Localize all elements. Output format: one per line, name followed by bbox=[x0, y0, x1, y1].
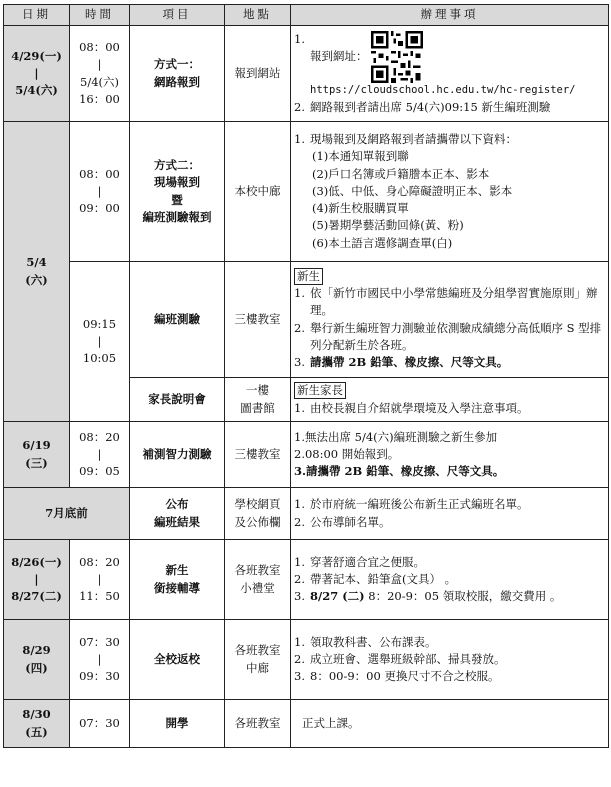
list-item bbox=[294, 588, 605, 605]
place-cell bbox=[225, 422, 291, 488]
list-item bbox=[294, 31, 605, 99]
list-item bbox=[294, 400, 605, 417]
item-line: 網路報到 bbox=[154, 74, 200, 89]
time-line: | bbox=[97, 651, 102, 666]
date-line: (六) bbox=[25, 272, 48, 287]
time-line: 09：05 bbox=[79, 464, 120, 479]
time-cell bbox=[70, 122, 130, 262]
list-item bbox=[294, 320, 605, 355]
date-cell bbox=[4, 122, 70, 422]
place-line: 圖書館 bbox=[240, 400, 275, 415]
time-line: | bbox=[97, 446, 102, 461]
time-cell bbox=[70, 540, 130, 620]
time-cell bbox=[70, 262, 130, 422]
item-line: 現場報到 bbox=[154, 175, 200, 190]
item-cell bbox=[130, 262, 225, 378]
date-line: 8/30 bbox=[22, 707, 51, 722]
list-text: 請攜帶 2B 鉛筆、橡皮擦、尺等文具。 bbox=[310, 355, 509, 369]
place-line: 小禮堂 bbox=[240, 580, 275, 595]
document-item: (5)暑期學藝活動回條(黃、粉) bbox=[312, 218, 464, 233]
place-line: 及公佈欄 bbox=[234, 514, 281, 529]
list-number: 1. bbox=[294, 286, 305, 300]
item-line: 開學 bbox=[165, 715, 189, 730]
time-cell bbox=[70, 700, 130, 748]
time-cell bbox=[70, 26, 130, 122]
item-line: 編班結果 bbox=[154, 514, 200, 529]
list-item: 1.無法出席 5/4(六)編班測驗之新生參加 bbox=[294, 429, 498, 444]
list-item bbox=[294, 571, 605, 588]
date-cell bbox=[4, 488, 130, 540]
time-line: | bbox=[97, 333, 102, 348]
document-item: (3)低、中低、身心障礙證明正本、影本 bbox=[312, 183, 513, 198]
time-line: 08：00 bbox=[79, 166, 120, 181]
place-cell bbox=[225, 700, 291, 748]
place-line: 一樓 bbox=[246, 383, 269, 398]
list-item bbox=[294, 514, 605, 531]
list-item bbox=[294, 634, 605, 651]
list-item bbox=[294, 554, 605, 571]
item-line: 方式一： bbox=[154, 57, 200, 72]
item-cell bbox=[130, 122, 225, 262]
table-row bbox=[4, 620, 609, 700]
date-line: | bbox=[34, 65, 39, 80]
time-line: 10:05 bbox=[82, 351, 117, 366]
list-item bbox=[294, 354, 605, 371]
item-line: 編班測驗報到 bbox=[142, 209, 212, 224]
time-line: 07：30 bbox=[79, 715, 120, 730]
date-line: 8/29 bbox=[22, 643, 51, 658]
date-cell bbox=[4, 620, 70, 700]
place-cell bbox=[225, 122, 291, 262]
list-text: 於市府統一編班後公布新生正式編班名單。 bbox=[310, 497, 529, 512]
matters-cell bbox=[291, 26, 609, 122]
table-row bbox=[4, 122, 609, 262]
item-line: 編班測驗 bbox=[154, 311, 200, 326]
header-place: 地點 bbox=[225, 5, 291, 26]
date-line: 8/26(一) bbox=[11, 554, 62, 569]
header-item: 項目 bbox=[130, 5, 225, 26]
matters-cell bbox=[291, 422, 609, 488]
list-item bbox=[294, 496, 605, 513]
list-text: 依「新竹市國民中小學常態編班及分組學習實施原則」辦理。 bbox=[310, 286, 598, 318]
header-date: 日期 bbox=[4, 5, 70, 26]
item-cell bbox=[130, 540, 225, 620]
place-cell bbox=[225, 488, 291, 540]
header-matters: 辦理事項 bbox=[291, 5, 609, 26]
list-text: 網路報到者請出席 5/4(六)09:15 新生編班測驗 bbox=[310, 99, 551, 114]
list-text: 現場報到及網路報到者請攜帶以下資料： bbox=[310, 132, 517, 147]
list-text: 帶著記本、鉛筆盒(文具） 。 bbox=[310, 571, 457, 586]
item-line: 暨 bbox=[171, 192, 183, 207]
date-line: (五) bbox=[25, 724, 48, 739]
date-cell bbox=[4, 540, 70, 620]
list-item bbox=[294, 651, 605, 668]
list-number: 1. bbox=[294, 554, 305, 569]
time-line: 5/4(六) bbox=[80, 74, 119, 89]
date-line: 4/29(一) bbox=[11, 48, 62, 63]
item-line: 家長說明會 bbox=[148, 391, 206, 406]
table-row bbox=[4, 488, 609, 540]
time-line: 09：30 bbox=[79, 669, 120, 684]
list-number: 1. bbox=[294, 634, 305, 649]
schedule-table bbox=[3, 4, 609, 748]
uniform-date: 8/27 (二) bbox=[310, 589, 365, 604]
place-line: 各班教室 bbox=[234, 643, 281, 658]
item-cell bbox=[130, 26, 225, 122]
matters-cell bbox=[291, 540, 609, 620]
item-cell bbox=[130, 422, 225, 488]
item-cell bbox=[130, 378, 225, 422]
place-line: 三樓教室 bbox=[234, 311, 281, 326]
list-item bbox=[294, 668, 605, 685]
list-number: 3. bbox=[294, 355, 305, 369]
document-item: (1)本通知單報到聯 bbox=[312, 149, 409, 164]
list-number: 2. bbox=[294, 571, 305, 586]
list-text: 由校長親自介紹就學環境及入學注意事項。 bbox=[310, 400, 529, 415]
register-url[interactable]: https://cloudschool.hc.edu.tw/hc-register/ bbox=[310, 84, 576, 96]
place-line: 各班教室 bbox=[234, 563, 281, 578]
list-text: 領取教科書、公布課表。 bbox=[310, 634, 437, 649]
item-cell bbox=[130, 700, 225, 748]
place-cell bbox=[225, 378, 291, 422]
item-line: 方式二： bbox=[154, 158, 200, 172]
document-item: (2)戶口名簿或戶籍謄本正本、影本 bbox=[312, 166, 490, 181]
date-cell bbox=[4, 26, 70, 122]
date-line: (三) bbox=[25, 455, 48, 470]
list-number: 2. bbox=[294, 514, 305, 529]
date-line: 5/4(六) bbox=[15, 83, 58, 98]
matters-cell bbox=[291, 378, 609, 422]
date-line: 6/19 bbox=[22, 438, 51, 453]
date-cell bbox=[4, 422, 70, 488]
list-text: 舉行新生編班智力測驗並依測驗成績總分高低順序 S 型排列分配新生於各班。 bbox=[310, 320, 602, 352]
matters-cell bbox=[291, 262, 609, 378]
place-cell bbox=[225, 262, 291, 378]
time-line: | bbox=[97, 571, 102, 586]
time-line: 07：30 bbox=[79, 634, 120, 649]
list-number: 1. bbox=[294, 497, 305, 512]
list-number: 2. bbox=[294, 99, 305, 114]
list-text: 成立班會、選舉班級幹部、掃具發放。 bbox=[310, 651, 506, 666]
date-cell bbox=[4, 700, 70, 748]
table-row bbox=[4, 26, 609, 122]
register-url-label: 報到網址： bbox=[310, 49, 368, 63]
place-line: 各班教室 bbox=[234, 715, 281, 730]
list-number: 1. bbox=[294, 400, 305, 415]
list-text: 8：20-9：05 領取校服，繳交費用 。 bbox=[368, 589, 562, 604]
list-item bbox=[294, 99, 605, 116]
place-line: 學校網頁 bbox=[234, 497, 281, 512]
list-number: 3. bbox=[294, 589, 305, 604]
list-item: 2.08:00 開始報到。 bbox=[294, 446, 400, 461]
time-line: 11：50 bbox=[79, 589, 120, 604]
item-cell bbox=[130, 620, 225, 700]
place-cell bbox=[225, 540, 291, 620]
list-item bbox=[294, 131, 605, 148]
matters-cell bbox=[291, 700, 609, 748]
table-row bbox=[4, 540, 609, 620]
item-line: 全校返校 bbox=[154, 651, 200, 666]
list-number: 3. bbox=[294, 669, 305, 684]
list-number: 2. bbox=[294, 651, 305, 666]
time-line: 08：20 bbox=[79, 429, 120, 444]
time-line: 09:15 bbox=[82, 316, 117, 331]
list-text: 穿著舒適合宜之便服。 bbox=[310, 554, 425, 569]
place-cell bbox=[225, 26, 291, 122]
list-number: 1. bbox=[294, 32, 305, 46]
time-line: | bbox=[97, 57, 102, 72]
date-line: | bbox=[34, 571, 39, 586]
time-line: 08：00 bbox=[79, 40, 120, 54]
list-text: 公布導師名單。 bbox=[310, 514, 391, 529]
list-number: 2. bbox=[294, 320, 305, 335]
date-line: 5/4 bbox=[26, 255, 47, 270]
item-line: 公布 bbox=[165, 497, 189, 512]
place-line: 中廊 bbox=[246, 660, 269, 675]
table-row bbox=[4, 262, 609, 378]
time-cell bbox=[70, 620, 130, 700]
date-line: 7月底前 bbox=[45, 505, 88, 520]
document-item: (6)本土語言選修調查單(白) bbox=[312, 235, 453, 250]
list-item: 3.請攜帶 2B 鉛筆、橡皮擦、尺等文具。 bbox=[294, 464, 505, 479]
item-line: 銜接輔導 bbox=[154, 580, 200, 595]
qr-code-icon[interactable] bbox=[371, 31, 423, 83]
time-line: 08：20 bbox=[79, 554, 120, 569]
time-line: 09：00 bbox=[79, 201, 120, 216]
matters-cell bbox=[291, 620, 609, 700]
time-line: 16：00 bbox=[79, 91, 120, 106]
item-line: 新生 bbox=[165, 563, 189, 578]
table-row bbox=[4, 422, 609, 488]
header-time: 時間 bbox=[70, 5, 130, 26]
item-cell bbox=[130, 488, 225, 540]
audience-tag: 新生家長 bbox=[294, 382, 346, 399]
list-number: 1. bbox=[294, 132, 305, 147]
item-line: 補測智力測驗 bbox=[142, 446, 212, 461]
place-line: 本校中廊 bbox=[234, 183, 281, 198]
time-line: | bbox=[97, 183, 102, 198]
list-item bbox=[294, 285, 605, 320]
document-item: (4)新生校服購買單 bbox=[312, 201, 409, 216]
matters-cell bbox=[291, 122, 609, 262]
time-cell bbox=[70, 422, 130, 488]
place-line: 報到網站 bbox=[234, 65, 281, 80]
table-row bbox=[4, 700, 609, 748]
list-text: 8：00-9：00 更換尺寸不合之校服。 bbox=[310, 669, 500, 684]
list-text: 正式上課。 bbox=[302, 715, 360, 730]
date-line: 8/27(二) bbox=[11, 589, 62, 604]
audience-tag: 新生 bbox=[294, 268, 323, 285]
header-row bbox=[4, 5, 609, 26]
place-cell bbox=[225, 620, 291, 700]
date-line: (四) bbox=[25, 660, 48, 675]
place-line: 三樓教室 bbox=[234, 446, 281, 461]
matters-cell bbox=[291, 488, 609, 540]
